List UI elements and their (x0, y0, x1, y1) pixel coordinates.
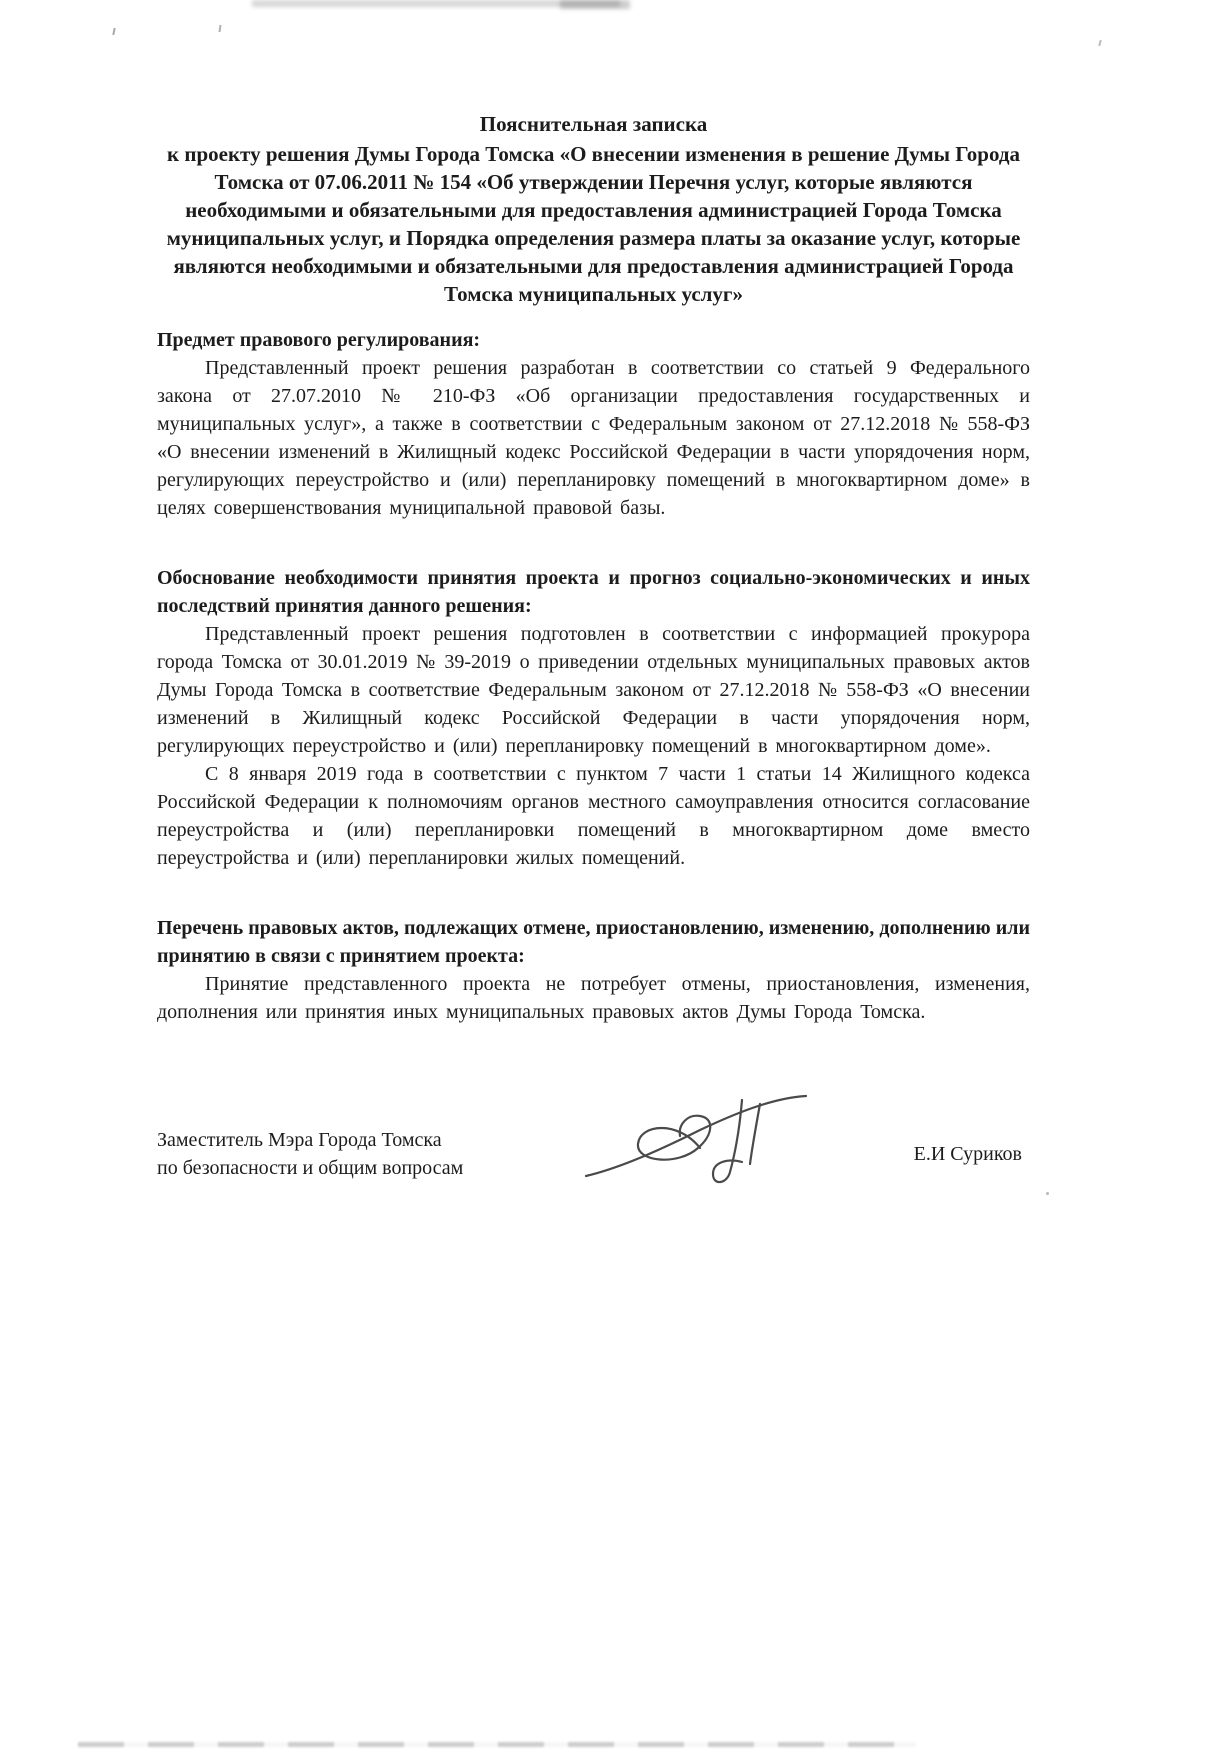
section-subject (157, 326, 1030, 522)
paragraph: Принятие представленного проекта не потребует отмены, приостановления, изменения, дополнения или принятия иных муниципальных правовых актов Думы Города Томска. (157, 973, 1030, 1023)
paragraph: Представленный проект решения разработан в соответствии со статьей 9 Федерального закона от 27.07.2010 № 210-ФЗ «Об организации предоставления государственных и муниципальных услуг», а также в соответствии с Федеральным законом от 27.12.2018 № 558-ФЗ «О внесении изменений в Жилищный кодекс Российской Федерации в части упорядочения норм, регулирующих переустройство и (или) перепланировку помещений в многоквартирном доме» в целях совершенствования муниципальной правовой базы. (157, 357, 1030, 519)
signature-block (157, 1104, 1030, 1214)
signature-name: Е.И Суриков (913, 1143, 1022, 1165)
document-title-line1: Пояснительная записка (479, 112, 708, 136)
section-heading: Предмет правового регулирования: (157, 329, 481, 351)
signature-position-line2: по безопасности и общим вопросам (157, 1157, 464, 1179)
section-heading: Обоснование необходимости принятия проекта и прогноз социально-экономических и иных последствий принятия данного решения: (157, 567, 1030, 617)
section-acts-list (157, 914, 1030, 1026)
document-title-rest: к проекту решения Думы Города Томска «О внесении изменения в решение Думы Города Томска от 07.06.2011 № 154 «Об утверждении Перечня услуг, которые являются необходимыми и обязательными для предоставления администрацией Города Томска муниципальных услуг, и Порядка определения размера платы за оказание услуг, которые являются необходимыми и обязательными для предоставления администрацией Города Томска муниципальных услуг» (166, 142, 1021, 306)
signature-position (157, 1126, 463, 1182)
scan-artifact-top-2 (560, 0, 630, 9)
paragraph: С 8 января 2019 года в соответствии с пунктом 7 части 1 статьи 14 Жилищного кодекса Российской Федерации к полномочиям органов местного самоуправления относится согласование переустройства и (или) перепланировки помещений в многоквартирном доме вместо переустройства и (или) перепланировки жилых помещений. (157, 763, 1030, 869)
scan-artifact-tick (1098, 40, 1101, 46)
scan-artifact-tick (112, 28, 115, 35)
section-heading: Перечень правовых актов, подлежащих отмене, приостановлению, изменению, дополнению или принятию в связи с принятием проекта: (157, 917, 1030, 967)
signature-position-line1: Заместитель Мэра Города Томска (157, 1129, 442, 1151)
section-justification (157, 564, 1030, 872)
scan-artifact-top (252, 0, 620, 7)
scan-artifact-tick (219, 25, 222, 32)
handwritten-signature-icon (582, 1090, 812, 1202)
scan-artifact-dot (1046, 1192, 1049, 1195)
document-title (157, 110, 1030, 308)
paragraph: Представленный проект решения подготовлен в соответствии с информацией прокурора города Томска от 30.01.2019 № 39-2019 о приведении отдельных муниципальных правовых актов Думы Города Томска в соответствие Федеральным законом от 27.12.2018 № 558-ФЗ «О внесении изменений в Жилищный кодекс Российской Федерации в части упорядочения норм, регулирующих переустройство и (или) перепланировку помещений в многоквартирном доме». (157, 623, 1030, 757)
document-body (157, 110, 1030, 1214)
scan-artifact-bottom (78, 1742, 916, 1747)
